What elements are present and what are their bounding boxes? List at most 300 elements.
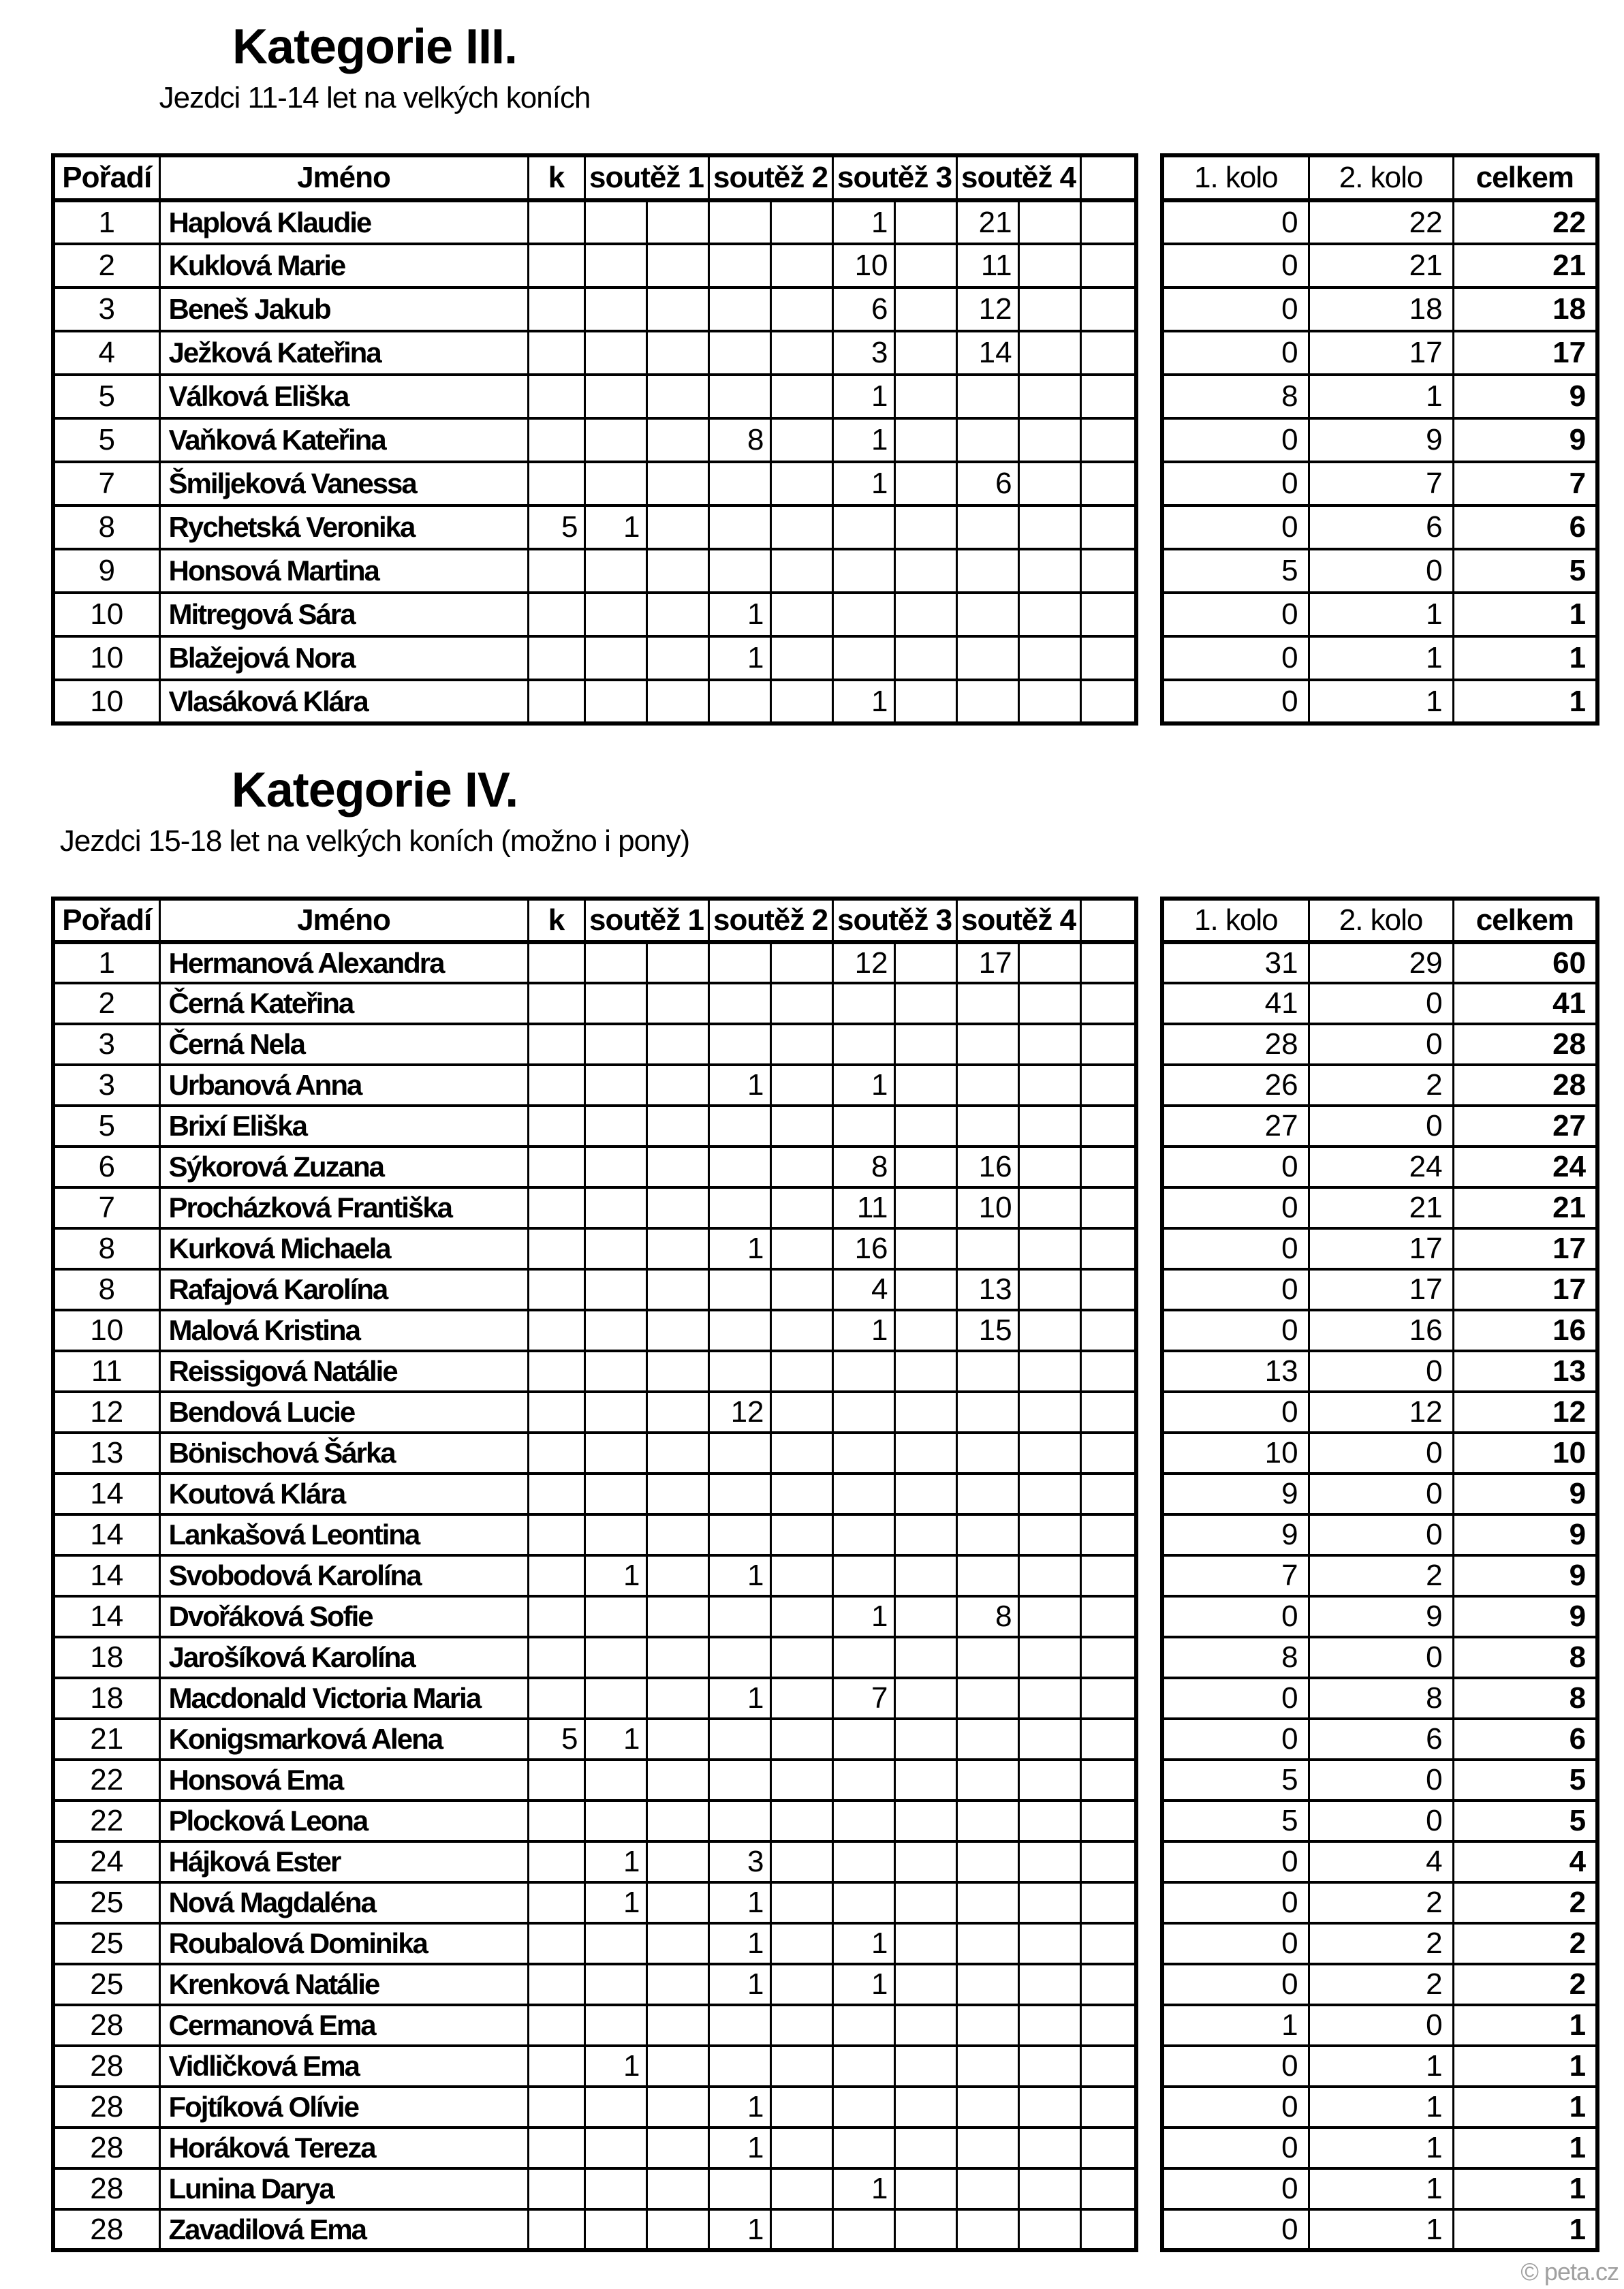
- soutez-3-value-cell: [832, 1433, 894, 1474]
- soutez-3-value-cell: [832, 1841, 894, 1882]
- kolo1-cell: 0: [1162, 1678, 1309, 1719]
- soutez-2-value-cell: 1: [708, 1228, 770, 1269]
- soutez-3-value-cell: 12: [832, 942, 894, 983]
- celkem-cell: 12: [1453, 1392, 1597, 1433]
- soutez-4-value-cell: 16: [956, 1147, 1018, 1187]
- table-row: [1162, 1351, 1597, 1392]
- rank-cell: 10: [53, 593, 159, 636]
- rank-cell: 6: [53, 1147, 159, 1187]
- k-cell: [528, 1310, 584, 1351]
- table-row: [1162, 418, 1597, 462]
- soutez-4-blank-cell: [1018, 1351, 1080, 1392]
- table-row: [1162, 2168, 1597, 2209]
- rank-cell: 28: [53, 2046, 159, 2087]
- col-header-soutez-3: soutěž 3: [832, 899, 956, 942]
- section-header: [51, 20, 698, 115]
- kolo1-cell: 0: [1162, 418, 1309, 462]
- soutez-4-value-cell: [956, 2128, 1018, 2168]
- trailing-blank-cell: [1080, 1637, 1136, 1678]
- soutez-4-value-cell: [956, 636, 1018, 680]
- rank-cell: 1: [53, 942, 159, 983]
- soutez-4-blank-cell: [1018, 680, 1080, 723]
- kolo2-cell: 0: [1309, 1637, 1453, 1678]
- soutez-3-value-cell: 4: [832, 1269, 894, 1310]
- table-row: [1162, 1106, 1597, 1147]
- kolo2-cell: 9: [1309, 418, 1453, 462]
- rank-cell: 10: [53, 636, 159, 680]
- soutez-3-value-cell: 6: [832, 287, 894, 331]
- k-cell: [528, 2087, 584, 2128]
- name-cell: Macdonald Victoria Maria: [159, 1678, 528, 1719]
- soutez-4-blank-cell: [1018, 1147, 1080, 1187]
- trailing-blank-cell: [1080, 1678, 1136, 1719]
- k-cell: [528, 287, 584, 331]
- soutez-2-value-cell: 1: [708, 1555, 770, 1596]
- soutez-1-blank-cell: [646, 2087, 708, 2128]
- soutez-4-value-cell: [956, 418, 1018, 462]
- soutez-1-value-cell: [584, 2087, 646, 2128]
- soutez-1-value-cell: [584, 1187, 646, 1228]
- kolo2-cell: 0: [1309, 1801, 1453, 1841]
- soutez-3-blank-cell: [894, 1596, 956, 1637]
- soutez-3-value-cell: [832, 1637, 894, 1678]
- soutez-3-blank-cell: [894, 1474, 956, 1514]
- soutez-3-blank-cell: [894, 1106, 956, 1147]
- soutez-2-value-cell: 1: [708, 593, 770, 636]
- soutez-2-value-cell: 1: [708, 1923, 770, 1964]
- table-row: [1162, 200, 1597, 244]
- rank-cell: 7: [53, 462, 159, 505]
- soutez-2-blank-cell: [770, 1024, 832, 1065]
- celkem-cell: 5: [1453, 1760, 1597, 1801]
- name-cell: Rafajová Karolína: [159, 1269, 528, 1310]
- rank-cell: 8: [53, 505, 159, 549]
- soutez-2-blank-cell: [770, 2005, 832, 2046]
- soutez-4-blank-cell: [1018, 244, 1080, 287]
- table-row: [1162, 1269, 1597, 1310]
- soutez-4-value-cell: 15: [956, 1310, 1018, 1351]
- kolo1-cell: 0: [1162, 331, 1309, 375]
- soutez-1-blank-cell: [646, 1964, 708, 2005]
- section-title: Kategorie IV.: [231, 763, 518, 818]
- trailing-blank-cell: [1080, 636, 1136, 680]
- celkem-cell: 22: [1453, 200, 1597, 244]
- tables-row: [51, 897, 1624, 2252]
- soutez-1-value-cell: [584, 1065, 646, 1106]
- name-cell: Bönischová Šárka: [159, 1433, 528, 1474]
- soutez-3-value-cell: [832, 2128, 894, 2168]
- soutez-3-blank-cell: [894, 1678, 956, 1719]
- rank-cell: 25: [53, 1923, 159, 1964]
- soutez-4-value-cell: [956, 593, 1018, 636]
- celkem-cell: 2: [1453, 1964, 1597, 2005]
- celkem-cell: 24: [1453, 1147, 1597, 1187]
- col-header-soutez-3: soutěž 3: [832, 155, 956, 200]
- soutez-2-blank-cell: [770, 1147, 832, 1187]
- name-cell: Vaňková Kateřina: [159, 418, 528, 462]
- trailing-blank-cell: [1080, 462, 1136, 505]
- kolo1-cell: 0: [1162, 2046, 1309, 2087]
- soutez-4-value-cell: [956, 549, 1018, 593]
- soutez-1-blank-cell: [646, 1596, 708, 1637]
- soutez-1-blank-cell: [646, 1187, 708, 1228]
- celkem-cell: 60: [1453, 942, 1597, 983]
- k-cell: [528, 636, 584, 680]
- name-cell: Lankašová Leontina: [159, 1514, 528, 1555]
- soutez-1-blank-cell: [646, 1024, 708, 1065]
- k-cell: [528, 2005, 584, 2046]
- kolo2-cell: 0: [1309, 1024, 1453, 1065]
- soutez-3-value-cell: 16: [832, 1228, 894, 1269]
- name-cell: Nová Magdaléna: [159, 1882, 528, 1923]
- soutez-4-blank-cell: [1018, 375, 1080, 418]
- rank-cell: 18: [53, 1678, 159, 1719]
- soutez-4-blank-cell: [1018, 1187, 1080, 1228]
- soutez-1-blank-cell: [646, 2128, 708, 2168]
- celkem-cell: 8: [1453, 1678, 1597, 1719]
- kolo2-cell: 2: [1309, 1555, 1453, 1596]
- celkem-cell: 17: [1453, 331, 1597, 375]
- soutez-2-blank-cell: [770, 680, 832, 723]
- table-row: [53, 1106, 1136, 1147]
- soutez-3-blank-cell: [894, 983, 956, 1024]
- name-cell: Bendová Lucie: [159, 1392, 528, 1433]
- rounds-table-kat4: [1160, 897, 1599, 2252]
- kolo2-cell: 1: [1309, 2046, 1453, 2087]
- soutez-2-value-cell: [708, 505, 770, 549]
- name-cell: Beneš Jakub: [159, 287, 528, 331]
- rounds-header-row: [1162, 899, 1597, 942]
- col-header-celkem: celkem: [1453, 155, 1597, 200]
- soutez-2-blank-cell: [770, 1310, 832, 1351]
- soutez-1-blank-cell: [646, 1841, 708, 1882]
- rank-cell: 3: [53, 1065, 159, 1106]
- k-cell: [528, 1882, 584, 1923]
- celkem-cell: 9: [1453, 418, 1597, 462]
- soutez-1-blank-cell: [646, 1555, 708, 1596]
- trailing-blank-cell: [1080, 1187, 1136, 1228]
- rank-cell: 10: [53, 1310, 159, 1351]
- soutez-3-value-cell: 1: [832, 1923, 894, 1964]
- celkem-cell: 1: [1453, 2168, 1597, 2209]
- soutez-2-blank-cell: [770, 200, 832, 244]
- soutez-4-blank-cell: [1018, 593, 1080, 636]
- soutez-4-blank-cell: [1018, 331, 1080, 375]
- rank-cell: 14: [53, 1474, 159, 1514]
- soutez-2-value-cell: [708, 1474, 770, 1514]
- rank-cell: 1: [53, 200, 159, 244]
- soutez-3-blank-cell: [894, 1923, 956, 1964]
- table-row: [53, 418, 1136, 462]
- name-cell: Honsová Martina: [159, 549, 528, 593]
- trailing-blank-cell: [1080, 2209, 1136, 2250]
- soutez-3-value-cell: [832, 1514, 894, 1555]
- soutez-3-blank-cell: [894, 636, 956, 680]
- rank-cell: 5: [53, 1106, 159, 1147]
- col-header-kolo2: 2. kolo: [1309, 899, 1453, 942]
- celkem-cell: 6: [1453, 505, 1597, 549]
- rank-cell: 14: [53, 1596, 159, 1637]
- soutez-4-blank-cell: [1018, 1923, 1080, 1964]
- soutez-1-blank-cell: [646, 331, 708, 375]
- table-row: [53, 2046, 1136, 2087]
- name-cell: Fojtíková Olívie: [159, 2087, 528, 2128]
- table-row: [1162, 505, 1597, 549]
- k-cell: [528, 375, 584, 418]
- col-header-soutez-1: soutěž 1: [584, 899, 708, 942]
- soutez-2-value-cell: [708, 1801, 770, 1841]
- table-row: [1162, 1719, 1597, 1760]
- soutez-1-value-cell: [584, 1760, 646, 1801]
- table-row: [53, 1719, 1136, 1760]
- table-row: [53, 942, 1136, 983]
- soutez-1-blank-cell: [646, 1269, 708, 1310]
- kolo2-cell: 0: [1309, 983, 1453, 1024]
- soutez-1-blank-cell: [646, 462, 708, 505]
- soutez-1-value-cell: [584, 1351, 646, 1392]
- soutez-4-value-cell: [956, 1923, 1018, 1964]
- kolo2-cell: 9: [1309, 1596, 1453, 1637]
- soutez-2-blank-cell: [770, 505, 832, 549]
- soutez-1-blank-cell: [646, 1678, 708, 1719]
- table-row: [1162, 2005, 1597, 2046]
- soutez-3-value-cell: 1: [832, 1964, 894, 2005]
- soutez-1-blank-cell: [646, 287, 708, 331]
- soutez-4-blank-cell: [1018, 1678, 1080, 1719]
- soutez-4-value-cell: 14: [956, 331, 1018, 375]
- celkem-cell: 17: [1453, 1228, 1597, 1269]
- soutez-2-blank-cell: [770, 2168, 832, 2209]
- trailing-blank-cell: [1080, 1964, 1136, 2005]
- rank-cell: 4: [53, 331, 159, 375]
- table-row: [53, 331, 1136, 375]
- celkem-cell: 1: [1453, 2005, 1597, 2046]
- soutez-1-value-cell: [584, 418, 646, 462]
- kolo2-cell: 8: [1309, 1678, 1453, 1719]
- soutez-4-value-cell: [956, 1514, 1018, 1555]
- soutez-3-blank-cell: [894, 1637, 956, 1678]
- name-cell: Černá Nela: [159, 1024, 528, 1065]
- name-cell: Vlasáková Klára: [159, 680, 528, 723]
- kolo2-cell: 1: [1309, 593, 1453, 636]
- k-cell: [528, 942, 584, 983]
- table-row: [53, 2128, 1136, 2168]
- trailing-blank-cell: [1080, 1596, 1136, 1637]
- soutez-3-value-cell: 1: [832, 375, 894, 418]
- trailing-blank-cell: [1080, 1514, 1136, 1555]
- soutez-2-blank-cell: [770, 1882, 832, 1923]
- table-row: [53, 1433, 1136, 1474]
- soutez-3-value-cell: 10: [832, 244, 894, 287]
- table-row: [1162, 983, 1597, 1024]
- name-cell: Konigsmarková Alena: [159, 1719, 528, 1760]
- table-row: [53, 1923, 1136, 1964]
- soutez-1-blank-cell: [646, 2209, 708, 2250]
- table-row: [53, 2209, 1136, 2250]
- table-row: [53, 1024, 1136, 1065]
- trailing-blank-cell: [1080, 418, 1136, 462]
- name-cell: Reissigová Natálie: [159, 1351, 528, 1392]
- kolo1-cell: 0: [1162, 1228, 1309, 1269]
- kolo2-cell: 2: [1309, 1882, 1453, 1923]
- col-header-k: k: [528, 899, 584, 942]
- soutez-3-value-cell: 1: [832, 680, 894, 723]
- kolo2-cell: 21: [1309, 244, 1453, 287]
- table-row: [53, 1392, 1136, 1433]
- soutez-1-blank-cell: [646, 244, 708, 287]
- table-row: [1162, 2087, 1597, 2128]
- k-cell: [528, 1555, 584, 1596]
- soutez-2-blank-cell: [770, 1514, 832, 1555]
- kolo1-cell: 0: [1162, 2168, 1309, 2209]
- soutez-3-value-cell: 1: [832, 200, 894, 244]
- soutez-1-blank-cell: [646, 2005, 708, 2046]
- soutez-4-blank-cell: [1018, 1310, 1080, 1351]
- soutez-3-blank-cell: [894, 2087, 956, 2128]
- table-row: [1162, 1760, 1597, 1801]
- kolo1-cell: 8: [1162, 1637, 1309, 1678]
- kolo2-cell: 1: [1309, 636, 1453, 680]
- soutez-2-blank-cell: [770, 1760, 832, 1801]
- k-cell: [528, 1801, 584, 1841]
- table-row: [53, 680, 1136, 723]
- soutez-3-blank-cell: [894, 2005, 956, 2046]
- kolo1-cell: 0: [1162, 1392, 1309, 1433]
- trailing-blank-cell: [1080, 1310, 1136, 1351]
- results-table-kat4: [51, 897, 1138, 2252]
- soutez-2-blank-cell: [770, 1801, 832, 1841]
- table-row: [1162, 1678, 1597, 1719]
- table-row: [1162, 462, 1597, 505]
- name-cell: Malová Kristina: [159, 1310, 528, 1351]
- soutez-2-value-cell: [708, 200, 770, 244]
- kolo1-cell: 0: [1162, 505, 1309, 549]
- soutez-4-blank-cell: [1018, 636, 1080, 680]
- k-cell: 5: [528, 1719, 584, 1760]
- soutez-1-value-cell: 1: [584, 1882, 646, 1923]
- k-cell: [528, 1269, 584, 1310]
- soutez-3-blank-cell: [894, 942, 956, 983]
- k-cell: [528, 1392, 584, 1433]
- trailing-blank-cell: [1080, 2005, 1136, 2046]
- trailing-blank-cell: [1080, 983, 1136, 1024]
- soutez-4-blank-cell: [1018, 1392, 1080, 1433]
- rank-cell: 12: [53, 1392, 159, 1433]
- k-cell: [528, 983, 584, 1024]
- soutez-3-value-cell: 8: [832, 1147, 894, 1187]
- trailing-blank-cell: [1080, 2168, 1136, 2209]
- soutez-3-value-cell: [832, 1024, 894, 1065]
- trailing-blank-cell: [1080, 593, 1136, 636]
- soutez-1-value-cell: 1: [584, 505, 646, 549]
- table-row: [1162, 1024, 1597, 1065]
- table-row: [53, 1187, 1136, 1228]
- kolo2-cell: 2: [1309, 1065, 1453, 1106]
- soutez-2-blank-cell: [770, 2209, 832, 2250]
- soutez-2-blank-cell: [770, 593, 832, 636]
- soutez-3-blank-cell: [894, 1065, 956, 1106]
- soutez-3-value-cell: 1: [832, 418, 894, 462]
- soutez-1-blank-cell: [646, 1106, 708, 1147]
- table-row: [1162, 1637, 1597, 1678]
- k-cell: [528, 1351, 584, 1392]
- kolo1-cell: 0: [1162, 244, 1309, 287]
- soutez-3-blank-cell: [894, 1760, 956, 1801]
- kolo2-cell: 1: [1309, 2168, 1453, 2209]
- soutez-4-value-cell: [956, 1964, 1018, 2005]
- soutez-3-blank-cell: [894, 1228, 956, 1269]
- col-header-poradi: Pořadí: [53, 155, 159, 200]
- trailing-blank-cell: [1080, 1719, 1136, 1760]
- rank-cell: 24: [53, 1841, 159, 1882]
- name-cell: Svobodová Karolína: [159, 1555, 528, 1596]
- k-cell: [528, 549, 584, 593]
- soutez-3-blank-cell: [894, 1801, 956, 1841]
- soutez-1-blank-cell: [646, 1351, 708, 1392]
- soutez-3-blank-cell: [894, 1719, 956, 1760]
- soutez-1-value-cell: [584, 2128, 646, 2168]
- rank-cell: 21: [53, 1719, 159, 1760]
- soutez-4-value-cell: [956, 1801, 1018, 1841]
- k-cell: [528, 1228, 584, 1269]
- soutez-2-value-cell: [708, 244, 770, 287]
- soutez-4-value-cell: [956, 1678, 1018, 1719]
- table-row: [53, 1351, 1136, 1392]
- soutez-3-blank-cell: [894, 418, 956, 462]
- soutez-4-blank-cell: [1018, 505, 1080, 549]
- table-row: [53, 1964, 1136, 2005]
- kolo1-cell: 0: [1162, 1719, 1309, 1760]
- k-cell: [528, 244, 584, 287]
- soutez-2-value-cell: [708, 942, 770, 983]
- name-cell: Hájková Ester: [159, 1841, 528, 1882]
- soutez-2-blank-cell: [770, 287, 832, 331]
- soutez-1-value-cell: [584, 1392, 646, 1433]
- trailing-blank-cell: [1080, 1106, 1136, 1147]
- k-cell: [528, 1841, 584, 1882]
- soutez-3-value-cell: [832, 1882, 894, 1923]
- trailing-blank-cell: [1080, 200, 1136, 244]
- k-cell: [528, 1187, 584, 1228]
- trailing-blank-cell: [1080, 942, 1136, 983]
- table-row: [53, 1065, 1136, 1106]
- table-row: [53, 1474, 1136, 1514]
- celkem-cell: 27: [1453, 1106, 1597, 1147]
- k-cell: [528, 1474, 584, 1514]
- soutez-3-value-cell: 7: [832, 1678, 894, 1719]
- kolo1-cell: 0: [1162, 636, 1309, 680]
- celkem-cell: 9: [1453, 1596, 1597, 1637]
- soutez-3-blank-cell: [894, 375, 956, 418]
- soutez-1-value-cell: [584, 549, 646, 593]
- table-row: [53, 1841, 1136, 1882]
- kolo1-cell: 0: [1162, 200, 1309, 244]
- soutez-2-value-cell: [708, 1351, 770, 1392]
- rank-cell: 28: [53, 2209, 159, 2250]
- col-header-jmeno: Jméno: [159, 899, 528, 942]
- soutez-1-value-cell: [584, 1106, 646, 1147]
- kolo2-cell: 29: [1309, 942, 1453, 983]
- k-cell: [528, 1106, 584, 1147]
- soutez-3-value-cell: 1: [832, 462, 894, 505]
- table-row: [53, 1310, 1136, 1351]
- soutez-1-blank-cell: [646, 636, 708, 680]
- k-cell: [528, 2046, 584, 2087]
- kolo1-cell: 10: [1162, 1433, 1309, 1474]
- soutez-2-blank-cell: [770, 1596, 832, 1637]
- soutez-1-value-cell: [584, 680, 646, 723]
- soutez-3-value-cell: [832, 2005, 894, 2046]
